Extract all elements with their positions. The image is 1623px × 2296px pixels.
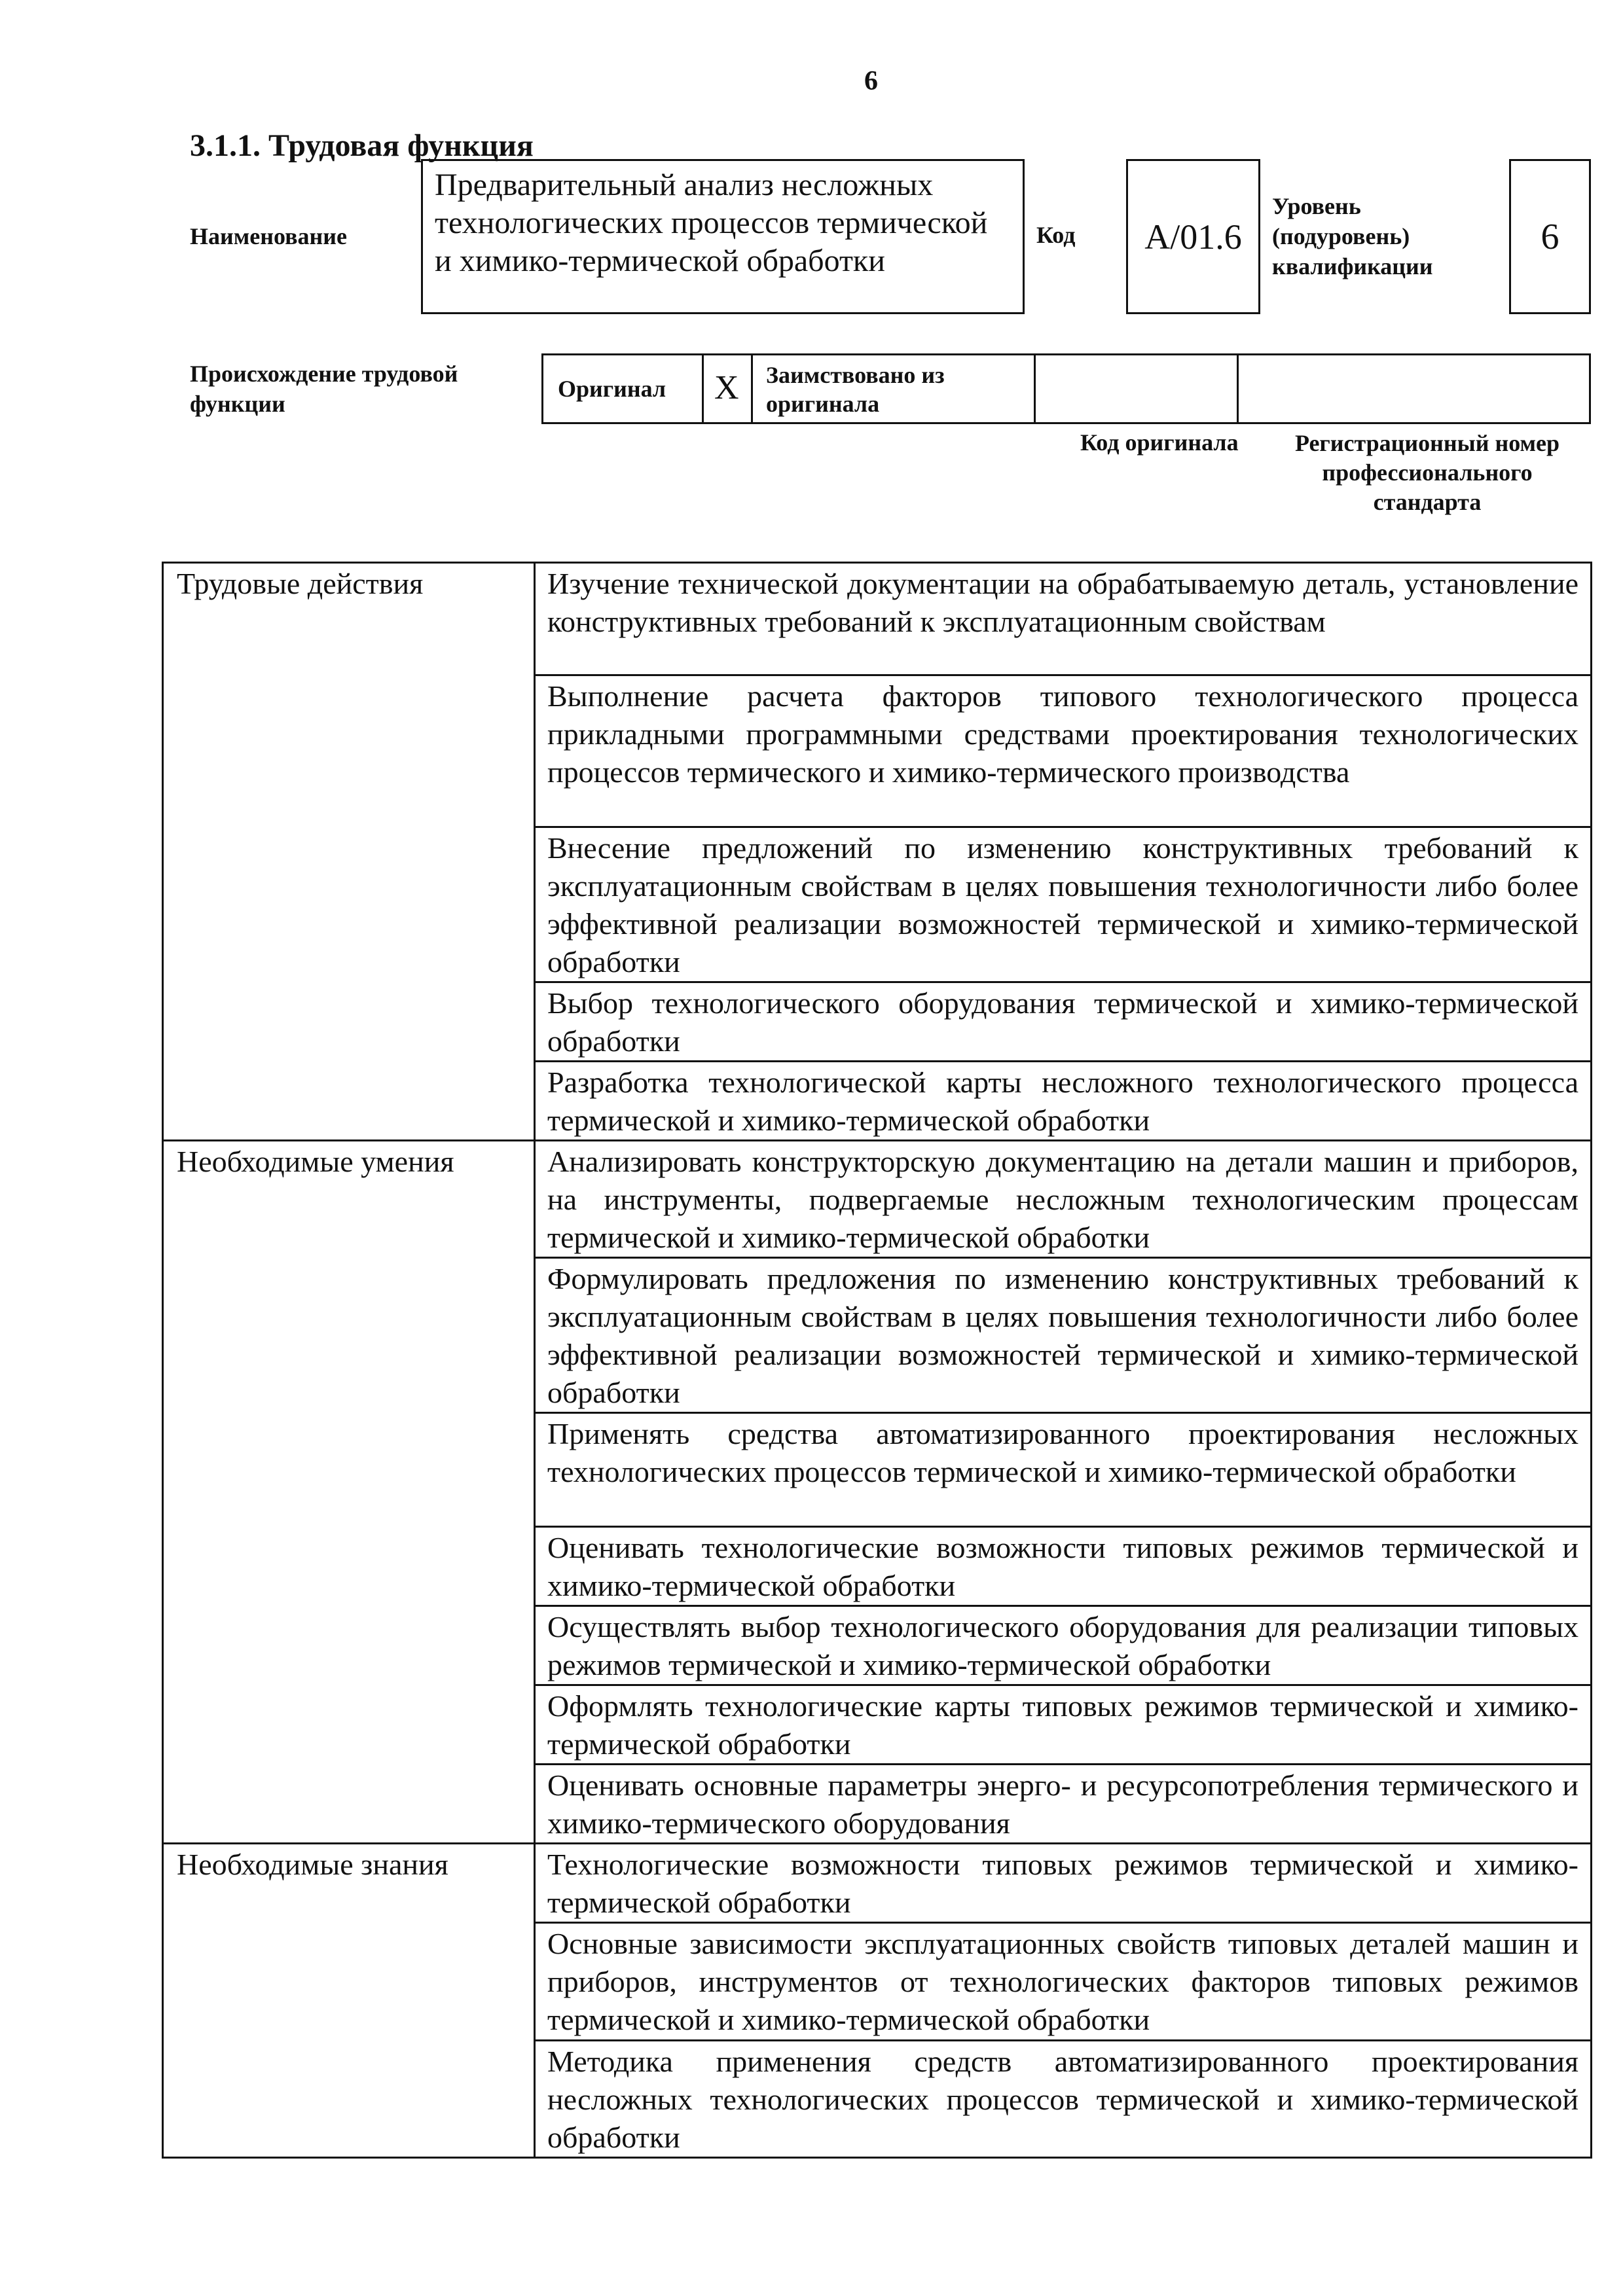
level-label <box>1272 191 1433 281</box>
labor-function-table <box>162 562 1592 2154</box>
name-label: Наименование <box>190 223 347 249</box>
origin-reg-cell <box>1239 355 1589 422</box>
table-cell: Технологические возможности типовых режимов термической и химико-термической обработки <box>535 1844 1592 1923</box>
code-label: Код <box>1036 222 1076 248</box>
function-name-value: Предварительный анализ несложных технологических процессов термической и химико-термической обработки <box>435 168 988 278</box>
section-title: 3.1.1. Трудовая функция <box>190 128 534 163</box>
table-cell: Оценивать основные параметры энерго- и ресурсопотребления термического и химико-термического оборудования <box>535 1765 1592 1844</box>
table-cell: Основные зависимости эксплуатационных свойств типовых деталей машин и приборов, инструментов от технологических факторов типовых режимов термической и химико-термической обработки <box>535 1923 1592 2041</box>
origin-code-caption: Код оригинала <box>1080 429 1239 456</box>
origin-table <box>541 353 1591 424</box>
origin-reg-caption: Регистрационный номер профессионального стандарта <box>1294 430 1560 515</box>
origin-code-cell <box>1036 355 1239 422</box>
table-cell: Оформлять технологические карты типовых режимов термической и химико-термической обработки <box>535 1685 1592 1765</box>
origin-label: Происхождение трудовой функции <box>190 361 458 417</box>
table-row <box>163 563 1592 675</box>
level-label-line-1: Уровень <box>1272 193 1361 219</box>
table-cell: Разработка технологической карты несложного технологического процесса термической и химико-термической обработки <box>535 1062 1592 1141</box>
origin-original-cell <box>543 355 704 422</box>
function-code-box <box>1126 159 1260 314</box>
level-value: 6 <box>1541 216 1559 257</box>
table-row <box>163 1844 1592 1923</box>
table-row <box>163 1141 1592 1258</box>
category-cell: Необходимые знания <box>163 1844 535 2158</box>
origin-original-label: Оригинал <box>558 376 666 402</box>
level-label-line-2: (подуровень) <box>1272 223 1410 249</box>
origin-borrowed-cell <box>753 355 1036 422</box>
table-cell: Выбор технологического оборудования термической и химико-термической обработки <box>535 982 1592 1062</box>
table-cell: Оценивать технологические возможности типовых режимов термической и химико-термической обработки <box>535 1527 1592 1606</box>
page-number: 6 <box>864 66 878 96</box>
table-cell: Анализировать конструкторскую документацию на детали машин и приборов, на инструменты, подвергаемые несложным технологическим процессам термической и химико-термической обработки <box>535 1141 1592 1258</box>
function-code-value: А/01.6 <box>1144 217 1242 257</box>
origin-original-mark: X <box>714 369 739 406</box>
origin-mark-cell <box>704 355 753 422</box>
category-cell: Трудовые действия <box>163 563 535 1141</box>
table-cell: Формулировать предложения по изменению конструктивных требований к эксплуатационным свойствам в целях повышения технологичности либо более эффективной реализации возможностей термической и химико-термической обработки <box>535 1258 1592 1413</box>
table-cell: Осуществлять выбор технологического оборудования для реализации типовых режимов термической и химико-термической обработки <box>535 1606 1592 1685</box>
table-cell: Применять средства автоматизированного проектирования несложных технологических процессов термической и химико-термической обработки <box>535 1413 1592 1527</box>
table-cell: Выполнение расчета факторов типового технологического процесса прикладными программными средствами проектирования технологических процессов термического и химико-термического производства <box>535 675 1592 827</box>
level-value-box <box>1509 159 1591 314</box>
origin-borrowed-label: Заимствовано из оригинала <box>766 362 945 417</box>
table-cell: Методика применения средств автоматизированного проектирования несложных технологических процессов термической и химико-термической обработки <box>535 2041 1592 2158</box>
function-name-box <box>421 159 1025 314</box>
category-cell: Необходимые умения <box>163 1141 535 1844</box>
level-label-line-3: квалификации <box>1272 253 1433 279</box>
table-cell: Изучение технической документации на обрабатываемую деталь, установление конструктивных требований к эксплуатационным свойствам <box>535 563 1592 675</box>
table-cell: Внесение предложений по изменению конструктивных требований к эксплуатационным свойствам в целях повышения технологичности либо более эффективной реализации возможностей термической и химико-термической обработки <box>535 827 1592 982</box>
